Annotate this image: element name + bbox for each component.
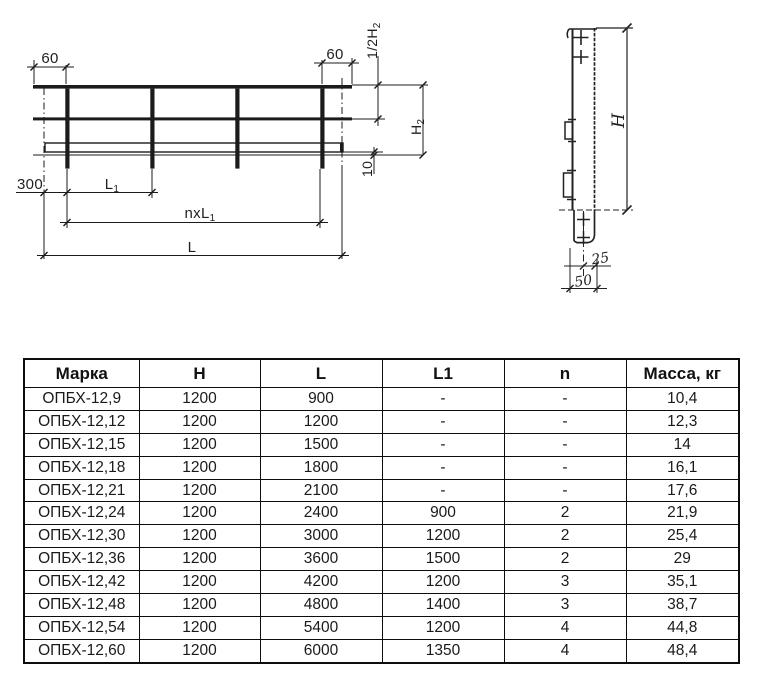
value-cell: 21,9: [626, 502, 739, 525]
dim-l-label: L: [187, 239, 197, 256]
dim-25-label: 25: [590, 249, 611, 269]
table-row: [24, 479, 739, 502]
table-row: [24, 525, 739, 548]
mark-cell: ОПБХ-12,15: [24, 433, 139, 456]
side-bracket-lower: [564, 171, 577, 200]
dimension-h: [596, 24, 633, 215]
post: [235, 89, 239, 169]
value-cell: 35,1: [626, 571, 739, 594]
value-cell: 3000: [260, 525, 382, 548]
column-header: n: [504, 359, 626, 388]
mark-cell: ОПБХ-12,21: [24, 479, 139, 502]
dimension-60-left: [27, 50, 74, 84]
dim-60-left-label: 60: [41, 50, 59, 67]
value-cell: 1200: [139, 456, 260, 479]
side-view-drawing: [559, 24, 633, 294]
value-cell: 1200: [260, 410, 382, 433]
value-cell: 29: [626, 548, 739, 571]
value-cell: 1200: [139, 639, 260, 662]
table-row: [24, 548, 739, 571]
table-row: [24, 456, 739, 479]
dim-l1-label: $L_1$: [104, 176, 120, 195]
side-bracket-upper: [565, 120, 576, 142]
post: [150, 89, 154, 169]
table-header-row: [24, 359, 739, 388]
table-row: [24, 616, 739, 639]
value-cell: 1200: [139, 616, 260, 639]
table-body: [24, 388, 739, 663]
value-cell: 16,1: [626, 456, 739, 479]
table-row: [24, 388, 739, 411]
value-cell: 1500: [382, 548, 504, 571]
value-cell: 5400: [260, 616, 382, 639]
value-cell: 1200: [139, 594, 260, 617]
dim-50-label: 50: [573, 272, 594, 291]
top-rail: [33, 85, 352, 89]
value-cell: -: [382, 410, 504, 433]
table-row: [24, 502, 739, 525]
value-cell: 4800: [260, 594, 382, 617]
value-cell: 1800: [260, 456, 382, 479]
post: [320, 89, 324, 169]
value-cell: 2400: [260, 502, 382, 525]
dimension-nxl1: [60, 169, 328, 228]
value-cell: 3: [504, 571, 626, 594]
table-row: [24, 410, 739, 433]
column-header: Марка: [24, 359, 139, 388]
mark-cell: ОПБХ-12,36: [24, 548, 139, 571]
dim-h2-label: $H_2$: [408, 118, 427, 135]
value-cell: 14: [626, 433, 739, 456]
mark-cell: ОПБХ-12,12: [24, 410, 139, 433]
bottom-plank: [45, 143, 343, 152]
value-cell: 44,8: [626, 616, 739, 639]
value-cell: -: [504, 479, 626, 502]
value-cell: -: [382, 479, 504, 502]
value-cell: -: [382, 433, 504, 456]
value-cell: -: [382, 456, 504, 479]
table-row: [24, 639, 739, 662]
value-cell: 17,6: [626, 479, 739, 502]
value-cell: 2100: [260, 479, 382, 502]
table-row: [24, 433, 739, 456]
value-cell: 10,4: [626, 388, 739, 411]
anchor-cross: [574, 30, 589, 64]
specification-table: [23, 358, 740, 664]
value-cell: 1200: [139, 433, 260, 456]
value-cell: 3: [504, 594, 626, 617]
mark-cell: ОПБХ-12,54: [24, 616, 139, 639]
front-view-drawing: [16, 22, 428, 259]
value-cell: 1350: [382, 639, 504, 662]
value-cell: 1200: [382, 571, 504, 594]
value-cell: 1200: [139, 388, 260, 411]
value-cell: -: [504, 433, 626, 456]
value-cell: 2: [504, 502, 626, 525]
value-cell: -: [504, 388, 626, 411]
mark-cell: ОПБХ-12,48: [24, 594, 139, 617]
dim-300-label: 300: [17, 176, 43, 193]
dim-nxl1-label: nxL$_1$: [184, 205, 216, 224]
value-cell: 1200: [139, 502, 260, 525]
dim-60-right-label: 60: [326, 46, 344, 63]
value-cell: 1200: [382, 525, 504, 548]
value-cell: 12,3: [626, 410, 739, 433]
mark-cell: ОПБХ-12,24: [24, 502, 139, 525]
value-cell: 4: [504, 616, 626, 639]
column-header: Масса, кг: [626, 359, 739, 388]
value-cell: -: [504, 410, 626, 433]
value-cell: 2: [504, 548, 626, 571]
dim-h-label: H: [609, 113, 629, 128]
value-cell: -: [504, 456, 626, 479]
column-header: L1: [382, 359, 504, 388]
value-cell: 900: [260, 388, 382, 411]
dim-half-h2-label: $1/2H_2$: [364, 22, 383, 59]
dimension-half-h2: [364, 22, 383, 126]
value-cell: 48,4: [626, 639, 739, 662]
value-cell: 2: [504, 525, 626, 548]
value-cell: 38,7: [626, 594, 739, 617]
mark-cell: ОПБХ-12,9: [24, 388, 139, 411]
value-cell: 1200: [139, 479, 260, 502]
column-header: L: [260, 359, 382, 388]
dimension-300-l1: [16, 169, 158, 228]
mark-cell: ОПБХ-12,30: [24, 525, 139, 548]
column-header: H: [139, 359, 260, 388]
dimension-60-right: [314, 46, 359, 84]
dimension-25-50: [561, 248, 611, 293]
value-cell: 1200: [139, 525, 260, 548]
table-row: [24, 571, 739, 594]
value-cell: 4200: [260, 571, 382, 594]
dim-10-label: 10: [359, 160, 375, 177]
value-cell: 1200: [139, 410, 260, 433]
mark-cell: ОПБХ-12,42: [24, 571, 139, 594]
value-cell: 6000: [260, 639, 382, 662]
table-row: [24, 594, 739, 617]
value-cell: 1200: [139, 548, 260, 571]
value-cell: 1400: [382, 594, 504, 617]
value-cell: 900: [382, 502, 504, 525]
value-cell: 1200: [382, 616, 504, 639]
middle-rail: [33, 117, 352, 120]
value-cell: 1500: [260, 433, 382, 456]
value-cell: 3600: [260, 548, 382, 571]
value-cell: 4: [504, 639, 626, 662]
value-cell: 1200: [139, 571, 260, 594]
value-cell: -: [382, 388, 504, 411]
dimension-h2: [408, 82, 427, 159]
post: [65, 89, 69, 169]
value-cell: 25,4: [626, 525, 739, 548]
mark-cell: ОПБХ-12,18: [24, 456, 139, 479]
dimension-l: [37, 239, 349, 259]
mark-cell: ОПБХ-12,60: [24, 639, 139, 662]
